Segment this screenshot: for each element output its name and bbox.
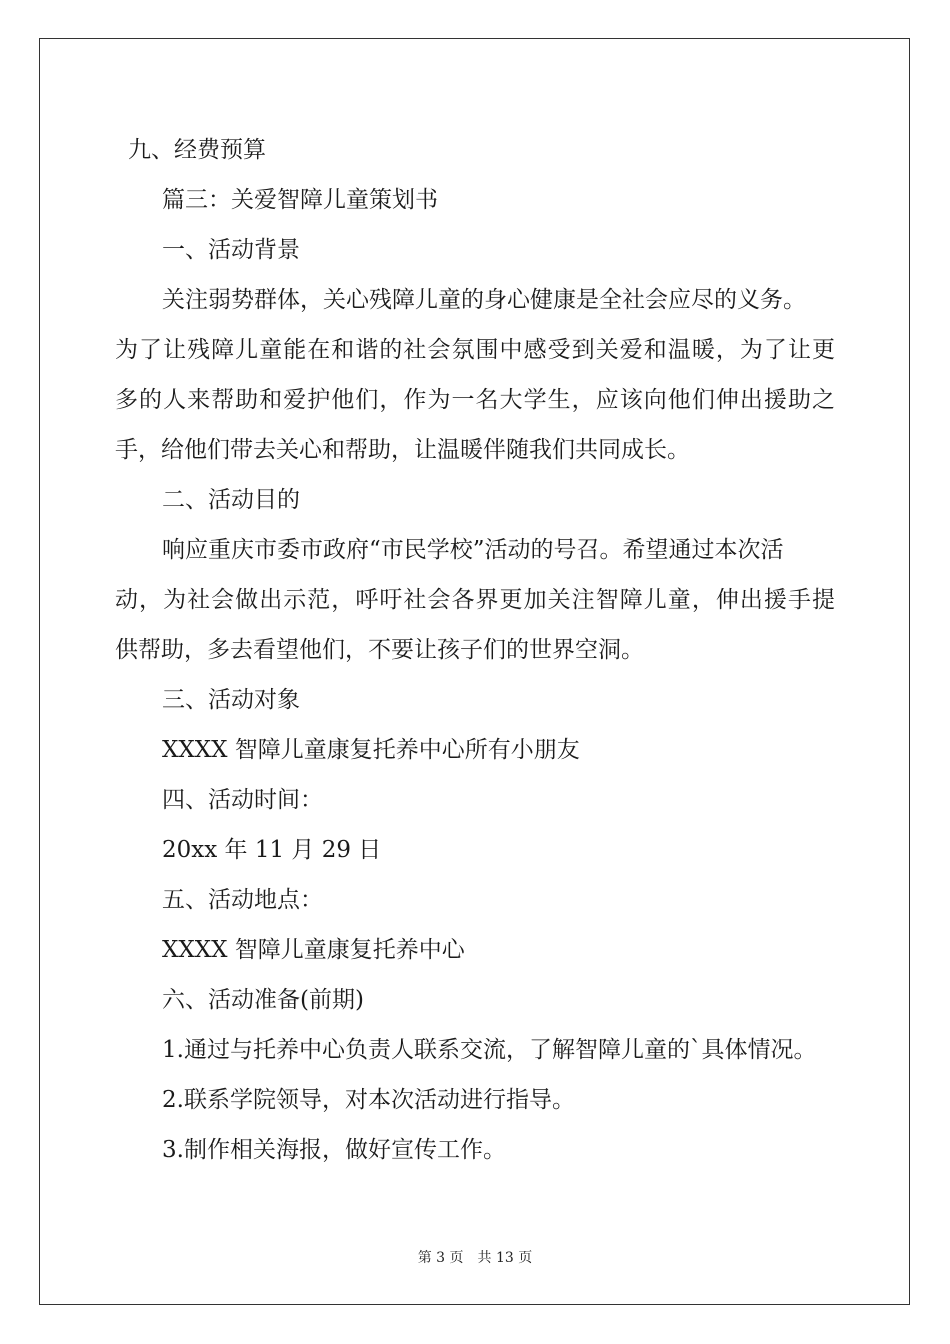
list-item: 1.通过与托养中心负责人联系交流，了解智障儿童的`具体情况。 [162,1037,817,1063]
section-heading-location: 五、活动地点： [162,887,323,913]
article-title: 篇三：关爱智障儿童策划书 [162,187,438,213]
paragraph-line: 手，给他们带去关心和帮助，让温暖伴随我们共同成长。 [115,437,690,463]
paragraph-line: 供帮助，多去看望他们，不要让孩子们的世界空洞。 [115,637,644,663]
paragraph-line: 为了让残障儿童能在和谐的社会氛围中感受到关爱和温暖，为了让更 [115,337,835,363]
list-item: 2.联系学院领导，对本次活动进行指导。 [162,1087,575,1113]
section-heading-preparation: 六、活动准备(前期) [162,987,364,1013]
location-text: XXXX 智障儿童康复托养中心 [162,937,465,963]
paragraph-line: 多的人来帮助和爱护他们，作为一名大学生，应该向他们伸出援助之 [115,387,835,413]
section-heading-background: 一、活动背景 [162,237,300,263]
paragraph-line: 关注弱势群体，关心残障儿童的身心健康是全社会应尽的义务。 [162,287,806,313]
time-text: 20xx 年 11 月 29 日 [162,837,382,863]
section-heading-time: 四、活动时间： [162,787,323,813]
section-heading-target: 三、活动对象 [162,687,300,713]
target-text: XXXX 智障儿童康复托养中心所有小朋友 [162,737,580,763]
paragraph-line: 响应重庆市委市政府“市民学校”活动的号召。希望通过本次活 [162,537,784,563]
page-number-footer: 第 3 页 共 13 页 [417,1250,533,1266]
list-item: 3.制作相关海报，做好宣传工作。 [162,1137,506,1163]
budget-heading: 九、经费预算 [128,137,266,163]
paragraph-line: 动，为社会做出示范，呼吁社会各界更加关注智障儿童，伸出援手提 [115,587,835,613]
section-heading-purpose: 二、活动目的 [162,487,300,513]
